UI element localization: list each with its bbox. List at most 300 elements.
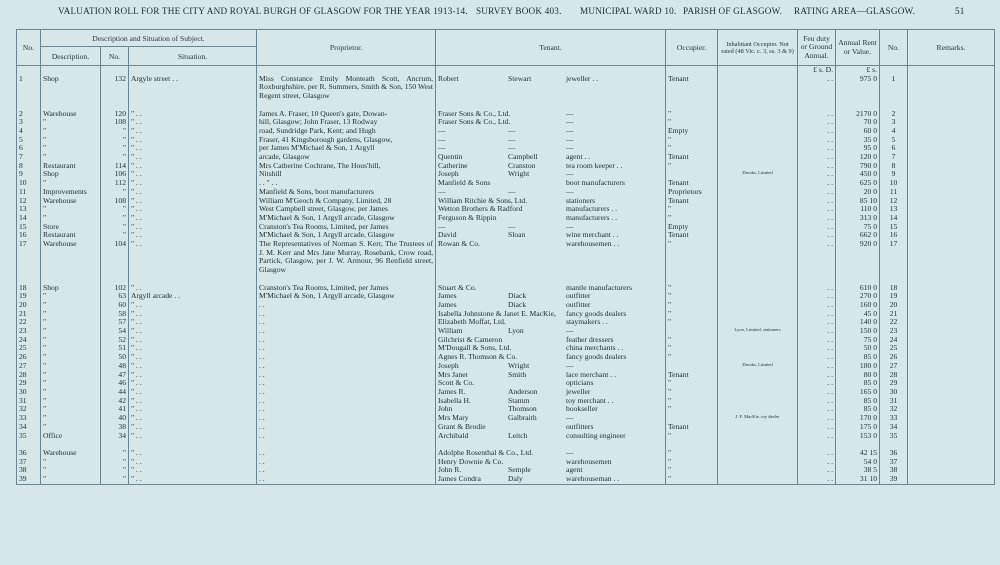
row-number-right: 6: [880, 144, 908, 153]
feu-duty-cell: . .: [798, 197, 836, 206]
occupier-cell: ": [666, 318, 718, 327]
street-number-cell: 34: [101, 432, 129, 449]
table-row: [17, 284, 995, 293]
row-number-right: 32: [880, 405, 908, 414]
occupier-cell: Tenant: [666, 179, 718, 188]
description-cell: Restaurant: [41, 231, 101, 240]
col-no: No.: [17, 30, 41, 66]
occupier-cell: ": [666, 144, 718, 153]
remarks-cell: [908, 188, 995, 197]
street-number-cell: 48: [101, 362, 129, 371]
annual-value-cell: 270 0: [836, 292, 880, 301]
table-row: [17, 318, 995, 327]
row-number: 38: [17, 466, 41, 475]
description-cell: ": [41, 214, 101, 223]
feu-duty-cell: . .: [798, 127, 836, 136]
tenant-cell: [436, 405, 666, 414]
tenant-trade: warehouseman . .: [566, 475, 620, 483]
proprietor-cell: West Campbell street, Glasgow, per James: [257, 205, 436, 214]
street-number-cell: ": [101, 214, 129, 223]
table-row: [17, 423, 995, 432]
occupier-cell: [666, 327, 718, 336]
remarks-cell: [908, 153, 995, 162]
row-number-right: 22: [880, 318, 908, 327]
tenant-trade: —: [566, 144, 574, 153]
inhabitant-occupier-cell: [718, 110, 798, 119]
situation-cell: " . .: [129, 327, 257, 336]
situation-cell: " . .: [129, 162, 257, 171]
tenant-name: Isabella Johnstone & Janet E. MacKie,: [438, 309, 556, 318]
row-number: 31: [17, 397, 41, 406]
row-number-right: 36: [880, 449, 908, 458]
description-cell: ": [41, 397, 101, 406]
tenant-trade: —: [566, 448, 574, 457]
proprietor-cell: M'Michael & Son, 1 Argyll arcade, Glasgow: [257, 292, 436, 301]
inhabitant-occupier-cell: [718, 432, 798, 449]
row-number-right: 37: [880, 458, 908, 467]
tenant-trade: toy merchant . .: [566, 396, 614, 405]
remarks-cell: [908, 405, 995, 414]
tenant-surname: Stamm: [508, 396, 530, 405]
annual-value-cell: 662 0: [836, 231, 880, 240]
row-number-right: 26: [880, 353, 908, 362]
inhabitant-occupier-cell: [718, 388, 798, 397]
situation-cell: " . .: [129, 423, 257, 432]
inhabitant-occupier-cell: [718, 223, 798, 232]
row-number: 9: [17, 170, 41, 179]
tenant-trade: agent: [566, 466, 583, 475]
tenant-name: Mrs Mary: [438, 414, 469, 423]
row-number: 29: [17, 379, 41, 388]
tenant-surname: Diack: [508, 300, 527, 309]
annual-value-cell: 450 0: [836, 170, 880, 179]
description-cell: ": [41, 379, 101, 388]
row-number-right: 11: [880, 188, 908, 197]
annual-value-cell: 625 0: [836, 179, 880, 188]
situation-cell: " . .: [129, 153, 257, 162]
row-number: 35: [17, 432, 41, 449]
inhabitant-occupier-cell: [718, 371, 798, 380]
situation-cell: " . .: [129, 397, 257, 406]
row-number: 10: [17, 179, 41, 188]
description-cell: Shop: [41, 170, 101, 179]
table-row: [17, 405, 995, 414]
annual-value-cell: 85 10: [836, 197, 880, 206]
tenant-name: Mrs Janet: [438, 370, 468, 379]
proprietor-cell: per James M'Michael & Son, 1 Argyll: [257, 144, 436, 153]
annual-value-cell: 153 0: [836, 432, 880, 449]
inhabitant-occupier-cell: Lyon, Limited, stationers: [718, 327, 798, 336]
proprietor-cell: . . " . .: [257, 179, 436, 188]
situation-cell: " . .: [129, 405, 257, 414]
street-number-cell: ": [101, 127, 129, 136]
table-row: [17, 397, 995, 406]
feu-duty-cell: . .: [798, 205, 836, 214]
proprietor-cell: . .: [257, 353, 436, 362]
tenant-name: —: [438, 187, 446, 196]
proprietor-cell: Manfield & Sons, boot manufacturers: [257, 188, 436, 197]
feu-duty-cell: . .: [798, 371, 836, 380]
tenant-surname: Diack: [508, 292, 527, 301]
street-number-cell: 40: [101, 414, 129, 423]
feu-duty-cell: . .: [798, 423, 836, 432]
feu-duty-cell: . .: [798, 223, 836, 232]
tenant-name: Fraser Sons & Co., Ltd.: [438, 118, 511, 127]
description-cell: ": [41, 353, 101, 362]
tenant-trade: jeweller: [566, 387, 591, 396]
row-number: 33: [17, 414, 41, 423]
proprietor-cell: . .: [257, 318, 436, 327]
tenant-cell: [436, 170, 666, 179]
proprietor-cell: Miss Constance Emily Monteath Scott, Ancrum, Roxburghshire, per R. Summers, Smith & Son, 150 West Regent street, Glasgow: [257, 75, 436, 110]
feu-duty-cell: . .: [798, 214, 836, 223]
table-row: [17, 240, 995, 284]
roll-title: VALUATION ROLL FOR THE CITY AND ROYAL BURGH OF GLASGOW FOR THE YEAR 1913-14.: [58, 6, 468, 16]
row-number: 8: [17, 162, 41, 171]
tenant-trade: tea room keeper . .: [566, 161, 623, 170]
tenant-surname: Daly: [508, 475, 523, 483]
street-number-cell: 63: [101, 292, 129, 301]
inhabitant-occupier-cell: [718, 197, 798, 206]
description-cell: ": [41, 466, 101, 475]
tenant-name: Catherine: [438, 161, 468, 170]
description-cell: ": [41, 405, 101, 414]
tenant-name: Wetton Brothers & Radford: [438, 205, 523, 214]
description-cell: ": [41, 475, 101, 484]
situation-cell: " . .: [129, 466, 257, 475]
row-number-right: 18: [880, 284, 908, 293]
row-number: 7: [17, 153, 41, 162]
annual-value-cell: 80 0: [836, 371, 880, 380]
situation-cell: " . .: [129, 127, 257, 136]
feu-duty-cell: . .: [798, 449, 836, 458]
feu-duty-cell: . .: [798, 458, 836, 467]
table-row: [17, 414, 995, 423]
tenant-cell: [436, 197, 666, 206]
table-row: [17, 162, 995, 171]
valuation-table: [16, 29, 995, 485]
row-number: 13: [17, 205, 41, 214]
tenant-name: Gilchrist & Cameron: [438, 335, 503, 344]
row-number-right: 10: [880, 179, 908, 188]
remarks-cell: [908, 75, 995, 110]
proprietor-cell: . .: [257, 344, 436, 353]
row-number: 26: [17, 353, 41, 362]
tenant-trade: warehousemen . .: [566, 240, 620, 249]
proprietor-cell: . .: [257, 414, 436, 423]
proprietor-cell: . .: [257, 458, 436, 467]
row-number-right: 25: [880, 344, 908, 353]
situation-cell: " . .: [129, 379, 257, 388]
description-cell: Restaurant: [41, 162, 101, 171]
tenant-cell: [436, 327, 666, 336]
remarks-cell: [908, 214, 995, 223]
proprietor-cell: . .: [257, 397, 436, 406]
street-number-cell: 44: [101, 388, 129, 397]
annual-value-cell: 75 0: [836, 336, 880, 345]
table-row: [17, 432, 995, 449]
row-number: 21: [17, 310, 41, 319]
annual-value-cell: 85 0: [836, 405, 880, 414]
row-number: 12: [17, 197, 41, 206]
tenant-trade: —: [566, 126, 574, 135]
feu-duty-cell: . .: [798, 162, 836, 171]
tenant-trade: —: [566, 135, 574, 144]
tenant-cell: [436, 179, 666, 188]
tenant-name: Archibald: [438, 431, 469, 440]
table-row: [17, 458, 995, 467]
row-number: 32: [17, 405, 41, 414]
inhabitant-occupier-cell: [718, 405, 798, 414]
tenant-trade: staymakers . .: [566, 318, 608, 327]
proprietor-cell: . .: [257, 423, 436, 432]
tenant-cell: [436, 397, 666, 406]
inhabitant-occupier-cell: [718, 353, 798, 362]
street-number-cell: 54: [101, 327, 129, 336]
table-row: [17, 449, 995, 458]
tenant-cell: [436, 162, 666, 171]
tenant-cell: [436, 110, 666, 119]
feu-duty-cell: . .: [798, 379, 836, 388]
occupier-cell: Tenant: [666, 197, 718, 206]
row-number-right: 3: [880, 118, 908, 127]
occupier-cell: Tenant: [666, 371, 718, 380]
tenant-cell: [436, 240, 666, 284]
tenant-name: Scott & Co.: [438, 379, 475, 388]
tenant-cell: [436, 388, 666, 397]
col-inhabitant-occupier: Inhabitant Occupier. Not rated (48 Vic. c. 3, ss. 3 & 9): [718, 30, 798, 66]
col-no-right: No.: [880, 30, 908, 66]
proprietor-cell: . .: [257, 449, 436, 458]
feu-duty-cell: . .: [798, 362, 836, 371]
tenant-name: James Condra: [438, 475, 481, 483]
remarks-cell: [908, 223, 995, 232]
remarks-cell: [908, 362, 995, 371]
inhabitant-occupier-cell: [718, 310, 798, 319]
occupier-cell: ": [666, 388, 718, 397]
tenant-surname: Sloan: [508, 231, 526, 240]
feu-duty-cell: . .: [798, 75, 836, 110]
row-number: 14: [17, 214, 41, 223]
row-number: 1: [17, 75, 41, 110]
street-number-cell: 106: [101, 170, 129, 179]
proprietor-cell: . .: [257, 388, 436, 397]
table-row: [17, 475, 995, 484]
situation-cell: " . .: [129, 197, 257, 206]
row-number-right: 34: [880, 423, 908, 432]
tenant-surname: Wright: [508, 170, 530, 179]
table-row: [17, 379, 995, 388]
tenant-trade: manufacturers . .: [566, 213, 618, 222]
col-tenant: Tenant.: [436, 30, 666, 66]
tenant-trade: —: [566, 170, 574, 179]
feu-duty-cell: . .: [798, 136, 836, 145]
occupier-cell: ": [666, 405, 718, 414]
street-number-cell: ": [101, 458, 129, 467]
row-number: 36: [17, 449, 41, 458]
situation-cell: " . .: [129, 240, 257, 284]
remarks-cell: [908, 301, 995, 310]
annual-value-cell: 60 0: [836, 127, 880, 136]
row-number-right: 35: [880, 432, 908, 449]
feu-duty-cell: . .: [798, 318, 836, 327]
tenant-name: Fraser Sons & Co., Ltd.: [438, 109, 511, 118]
tenant-surname: Stewart: [508, 74, 532, 83]
inhabitant-occupier-cell: [718, 458, 798, 467]
tenant-cell: [436, 136, 666, 145]
occupier-cell: ": [666, 466, 718, 475]
occupier-cell: Tenant: [666, 75, 718, 110]
col-proprietor: Proprietor.: [257, 30, 436, 66]
row-number-right: 24: [880, 336, 908, 345]
feu-duty-cell: . .: [798, 118, 836, 127]
row-number-right: 19: [880, 292, 908, 301]
description-cell: Office: [41, 432, 101, 449]
proprietor-cell: Cranston's Tea Rooms, Limited, per James: [257, 223, 436, 232]
feu-duty-cell: . .: [798, 388, 836, 397]
tenant-cell: [436, 292, 666, 301]
feu-duty-cell: . .: [798, 284, 836, 293]
col-number: No.: [101, 47, 129, 66]
street-number-cell: ": [101, 231, 129, 240]
street-number-cell: 52: [101, 336, 129, 345]
occupier-cell: Empty: [666, 127, 718, 136]
annual-value-cell: 175 0: [836, 423, 880, 432]
row-number-right: 27: [880, 362, 908, 371]
tenant-trade: consulting engineer: [566, 431, 626, 440]
table-body: [17, 66, 995, 485]
tenant-trade: —: [566, 414, 574, 423]
feu-duty-cell: . .: [798, 292, 836, 301]
situation-cell: " . .: [129, 318, 257, 327]
table-row: [17, 466, 995, 475]
table-row: [17, 231, 995, 240]
remarks-cell: [908, 162, 995, 171]
proprietor-cell: James A. Fraser, 10 Queen's gate, Dowan-: [257, 110, 436, 119]
remarks-cell: [908, 179, 995, 188]
remarks-cell: [908, 240, 995, 284]
description-cell: ": [41, 301, 101, 310]
tenant-cell: [436, 353, 666, 362]
tenant-cell: [436, 475, 666, 484]
occupier-cell: Proprietors: [666, 188, 718, 197]
tenant-trade: —: [566, 361, 574, 370]
table-row: [17, 336, 995, 345]
occupier-cell: ": [666, 214, 718, 223]
description-cell: ": [41, 388, 101, 397]
annual-value-cell: 20 0: [836, 188, 880, 197]
street-number-cell: 114: [101, 162, 129, 171]
proprietor-cell: Mrs Catherine Cochrane, The Hous'hill,: [257, 162, 436, 171]
occupier-cell: ": [666, 284, 718, 293]
situation-cell: " . .: [129, 110, 257, 119]
tenant-name: James R.: [438, 387, 466, 396]
inhabitant-occupier-cell: [718, 318, 798, 327]
row-number-right: 4: [880, 127, 908, 136]
tenant-trade: warehousemen: [566, 457, 612, 466]
proprietor-cell: . .: [257, 405, 436, 414]
tenant-trade: —: [566, 222, 574, 231]
tenant-name: Joseph: [438, 361, 459, 370]
tenant-name: —: [438, 144, 446, 153]
row-number: 28: [17, 371, 41, 380]
inhabitant-occupier-cell: [718, 179, 798, 188]
tenant-name: Agnes R. Thomson & Co.: [438, 353, 518, 362]
row-number-right: 21: [880, 310, 908, 319]
row-number: 11: [17, 188, 41, 197]
row-number-right: 30: [880, 388, 908, 397]
col-description-group: Description and Situation of Subject.: [41, 30, 257, 47]
annual-value-cell: 610 0: [836, 284, 880, 293]
tenant-surname: —: [508, 222, 516, 231]
proprietor-cell: . .: [257, 371, 436, 380]
occupier-cell: Tenant: [666, 423, 718, 432]
tenant-cell: [436, 231, 666, 240]
feu-duty-cell: . .: [798, 170, 836, 179]
description-cell: Improvements: [41, 188, 101, 197]
inhabitant-occupier-cell: [718, 136, 798, 145]
remarks-cell: [908, 353, 995, 362]
street-number-cell: ": [101, 153, 129, 162]
table-row: [17, 75, 995, 110]
street-number-cell: ": [101, 205, 129, 214]
occupier-cell: [666, 170, 718, 179]
description-cell: ": [41, 292, 101, 301]
table-row: [17, 170, 995, 179]
occupier-cell: ": [666, 205, 718, 214]
proprietor-cell: . .: [257, 379, 436, 388]
survey-book: SURVEY BOOK 403.: [476, 6, 562, 16]
tenant-cell: [436, 371, 666, 380]
annual-value-cell: 975 0: [836, 75, 880, 110]
description-cell: ": [41, 127, 101, 136]
tenant-surname: Thomson: [508, 405, 537, 414]
tenant-cell: [436, 432, 666, 449]
occupier-cell: ": [666, 344, 718, 353]
situation-cell: " . .: [129, 118, 257, 127]
row-number: 37: [17, 458, 41, 467]
annual-value-cell: 95 0: [836, 144, 880, 153]
row-number-right: 39: [880, 475, 908, 484]
occupier-cell: ": [666, 397, 718, 406]
annual-value-cell: 31 10: [836, 475, 880, 484]
description-cell: ": [41, 179, 101, 188]
annual-value-cell: 150 0: [836, 327, 880, 336]
inhabitant-occupier-cell: [718, 449, 798, 458]
tenant-trade: —: [566, 327, 574, 336]
tenant-name: Manfield & Sons: [438, 179, 491, 188]
tenant-cell: [436, 205, 666, 214]
description-cell: ": [41, 336, 101, 345]
proprietor-cell: . .: [257, 475, 436, 484]
feu-duty-cell: . .: [798, 353, 836, 362]
tenant-cell: [436, 284, 666, 293]
feu-units: £ s. D.: [798, 66, 836, 75]
row-number: 15: [17, 223, 41, 232]
proprietor-cell: M'Michael & Son, 1 Argyll arcade, Glasgow: [257, 214, 436, 223]
feu-duty-cell: . .: [798, 336, 836, 345]
rating-area: RATING AREA—GLASGOW.: [794, 6, 916, 16]
tenant-cell: [436, 344, 666, 353]
feu-duty-cell: . .: [798, 179, 836, 188]
situation-cell: " . .: [129, 353, 257, 362]
remarks-cell: [908, 344, 995, 353]
situation-cell: " . .: [129, 188, 257, 197]
description-cell: Warehouse: [41, 240, 101, 284]
annual-value-cell: 920 0: [836, 240, 880, 284]
proprietor-cell: Nitshill: [257, 170, 436, 179]
row-number-right: 7: [880, 153, 908, 162]
